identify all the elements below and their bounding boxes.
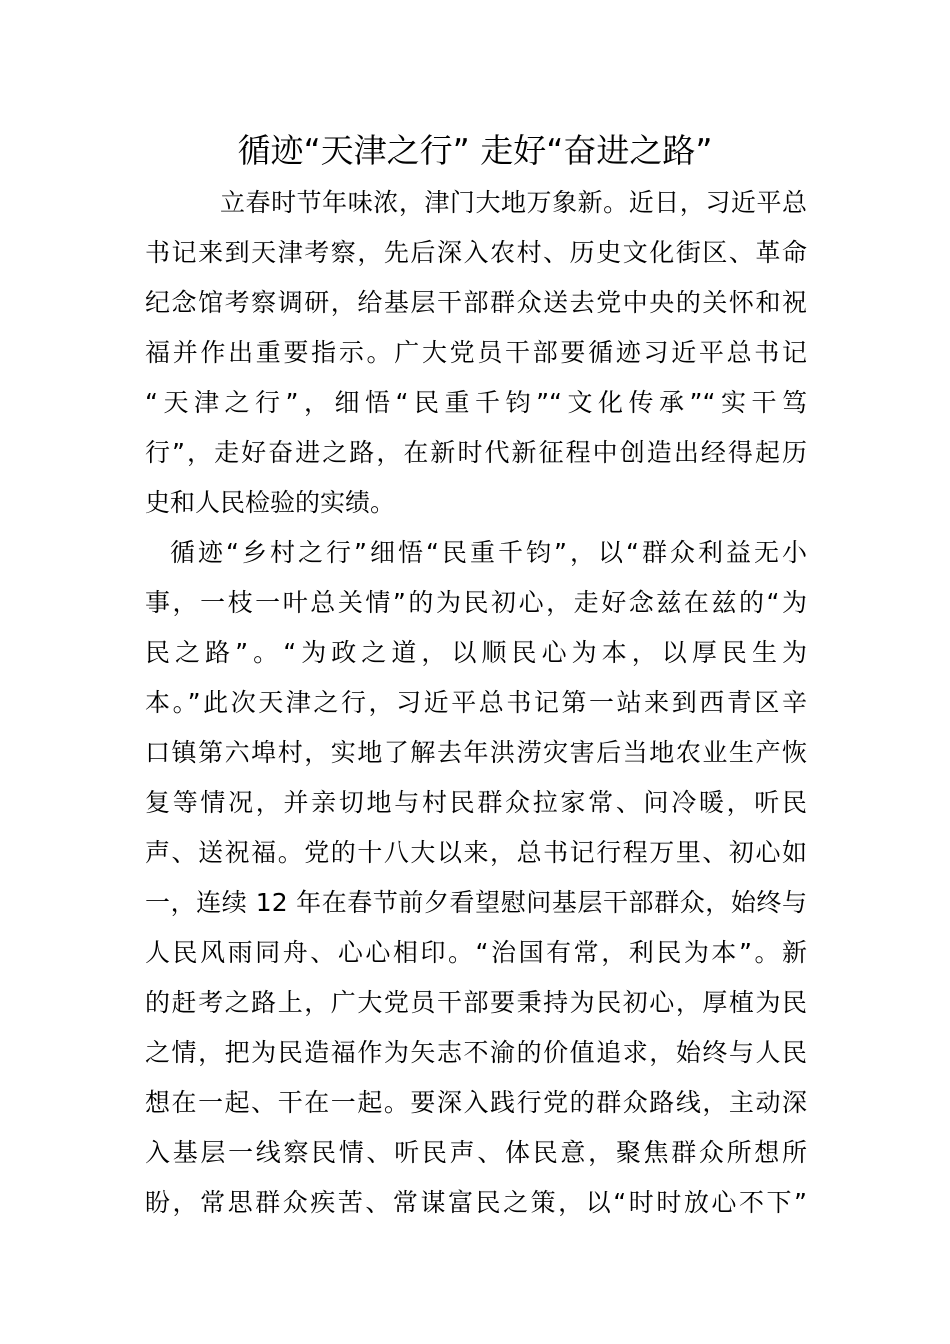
paragraph-2-line-2: 事，一枝一叶总关情”的为民初心，走好念兹在兹的“为	[145, 588, 807, 617]
paragraph-2-line-13: 入基层一线察民情、听民声、体民意，聚焦群众所想所	[145, 1138, 807, 1167]
paragraph-1-line-1: 立春时节年味浓，津门大地万象新。近日，习近平总	[220, 188, 807, 217]
document-title: 循迹“天津之行” 走好“奋进之路”	[237, 131, 713, 170]
paragraph-1-line-2: 书记来到天津考察，先后深入农村、历史文化街区、革命	[145, 238, 807, 267]
paragraph-2-line-11: 之情，把为民造福作为矢志不渝的价值追求，始终与人民	[145, 1038, 807, 1067]
paragraph-2-line-12: 想在一起、干在一起。要深入践行党的群众路线，主动深	[145, 1088, 807, 1117]
paragraph-1-line-3: 纪念馆考察调研，给基层干部群众送去党中央的关怀和祝	[145, 288, 807, 317]
paragraph-2-line-10: 的赶考之路上，广大党员干部要秉持为民初心，厚植为民	[145, 988, 807, 1017]
paragraph-2-line-8: 一，连续 12 年在春节前夕看望慰问基层干部群众，始终与	[145, 888, 807, 917]
paragraph-1-line-5: “天津之行”，细悟“民重千钧”“文化传承”“实干笃	[145, 388, 807, 417]
paragraph-2-line-1: 循迹“乡村之行”细悟“民重千钧”，以“群众利益无小	[170, 538, 807, 567]
paragraph-2-line-3: 民之路”。“为政之道，以顺民心为本，以厚民生为	[145, 638, 807, 667]
paragraph-1-line-6: 行”，走好奋进之路，在新时代新征程中创造出经得起历	[145, 438, 807, 467]
paragraph-2-line-7: 声、送祝福。党的十八大以来，总书记行程万里、初心如	[145, 838, 807, 867]
document-body	[145, 178, 807, 1228]
paragraph-2-line-5: 口镇第六埠村，实地了解去年洪涝灾害后当地农业生产恢	[145, 738, 807, 767]
paragraph-2-line-4: 本。”此次天津之行，习近平总书记第一站来到西青区辛	[145, 688, 807, 717]
paragraph-1-line-4: 福并作出重要指示。广大党员干部要循迹习近平总书记	[145, 338, 807, 367]
paragraph-1-line-7: 史和人民检验的实绩。	[145, 488, 396, 517]
paragraph-2-line-9: 人民风雨同舟、心心相印。“治国有常，利民为本”。新	[145, 938, 807, 967]
paragraph-2-line-6: 复等情况，并亲切地与村民群众拉家常、问冷暖，听民	[145, 788, 807, 817]
paragraph-2-line-14: 盼，常思群众疾苦、常谋富民之策，以“时时放心不下”	[145, 1188, 807, 1217]
